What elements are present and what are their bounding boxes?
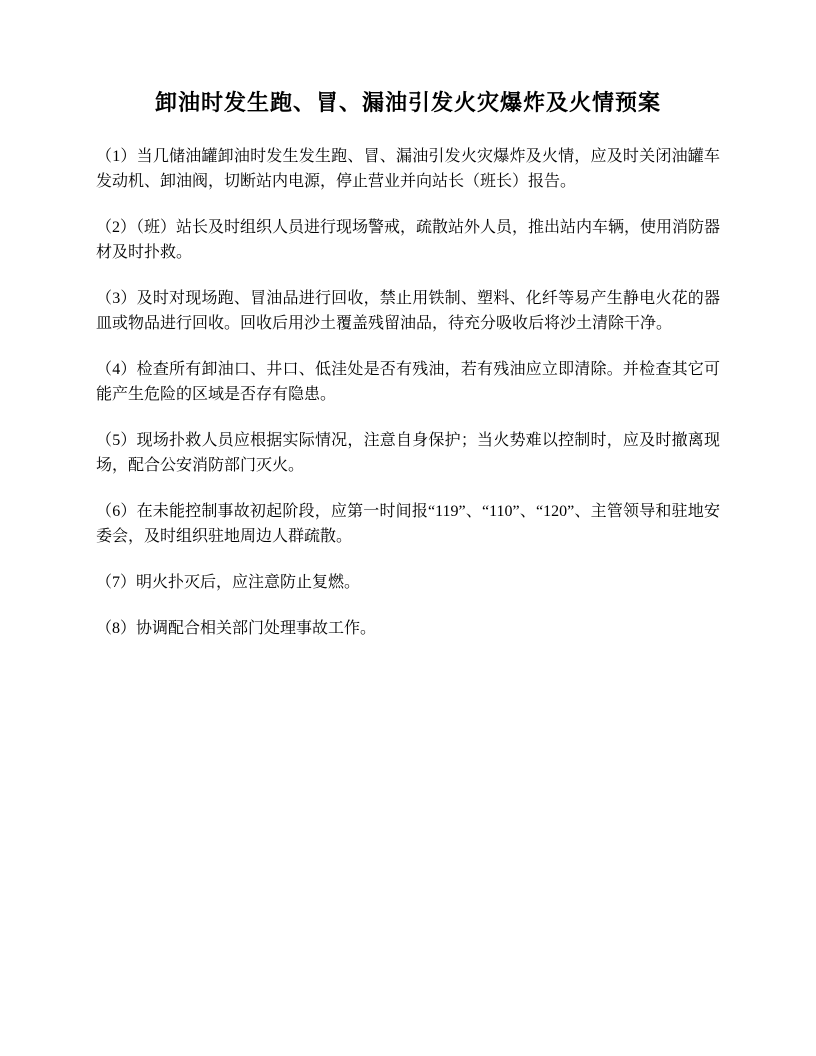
paragraph-6: （6）在未能控制事故初起阶段，应第一时间报“119”、“110”、“120”、主管领导和驻地安委会，及时组织驻地周边人群疏散。 <box>96 503 720 545</box>
paragraph-5: （5）现场扑救人员应根据实际情况，注意自身保护；当火势难以控制时，应及时撤离现场，配合公安消防部门灭火。 <box>96 432 720 474</box>
paragraph-3: （3）及时对现场跑、冒油品进行回收，禁止用铁制、塑料、化纤等易产生静电火花的器皿或物品进行回收。回收后用沙土覆盖残留油品，待充分吸收后将沙土清除干净。 <box>96 290 720 332</box>
paragraph-1: （1）当几储油罐卸油时发生发生跑、冒、漏油引发火灾爆炸及火情，应及时关闭油罐车发动机、卸油阀，切断站内电源，停止营业并向站长（班长）报告。 <box>96 148 720 190</box>
paragraph-7: （7）明火扑灭后，应注意防止复燃。 <box>96 574 361 591</box>
paragraph-8: （8）协调配合相关部门处理事故工作。 <box>96 620 377 637</box>
document-title: 卸油时发生跑、冒、漏油引发火灾爆炸及火情预案 <box>154 90 661 115</box>
paragraph-4: （4）检查所有卸油口、井口、低洼处是否有残油，若有残油应立即清除。并检查其它可能产生危险的区域是否存有隐患。 <box>96 361 720 403</box>
paragraph-2: （2）（班）站长及时组织人员进行现场警戒，疏散站外人员，推出站内车辆，使用消防器材及时扑救。 <box>96 219 721 261</box>
